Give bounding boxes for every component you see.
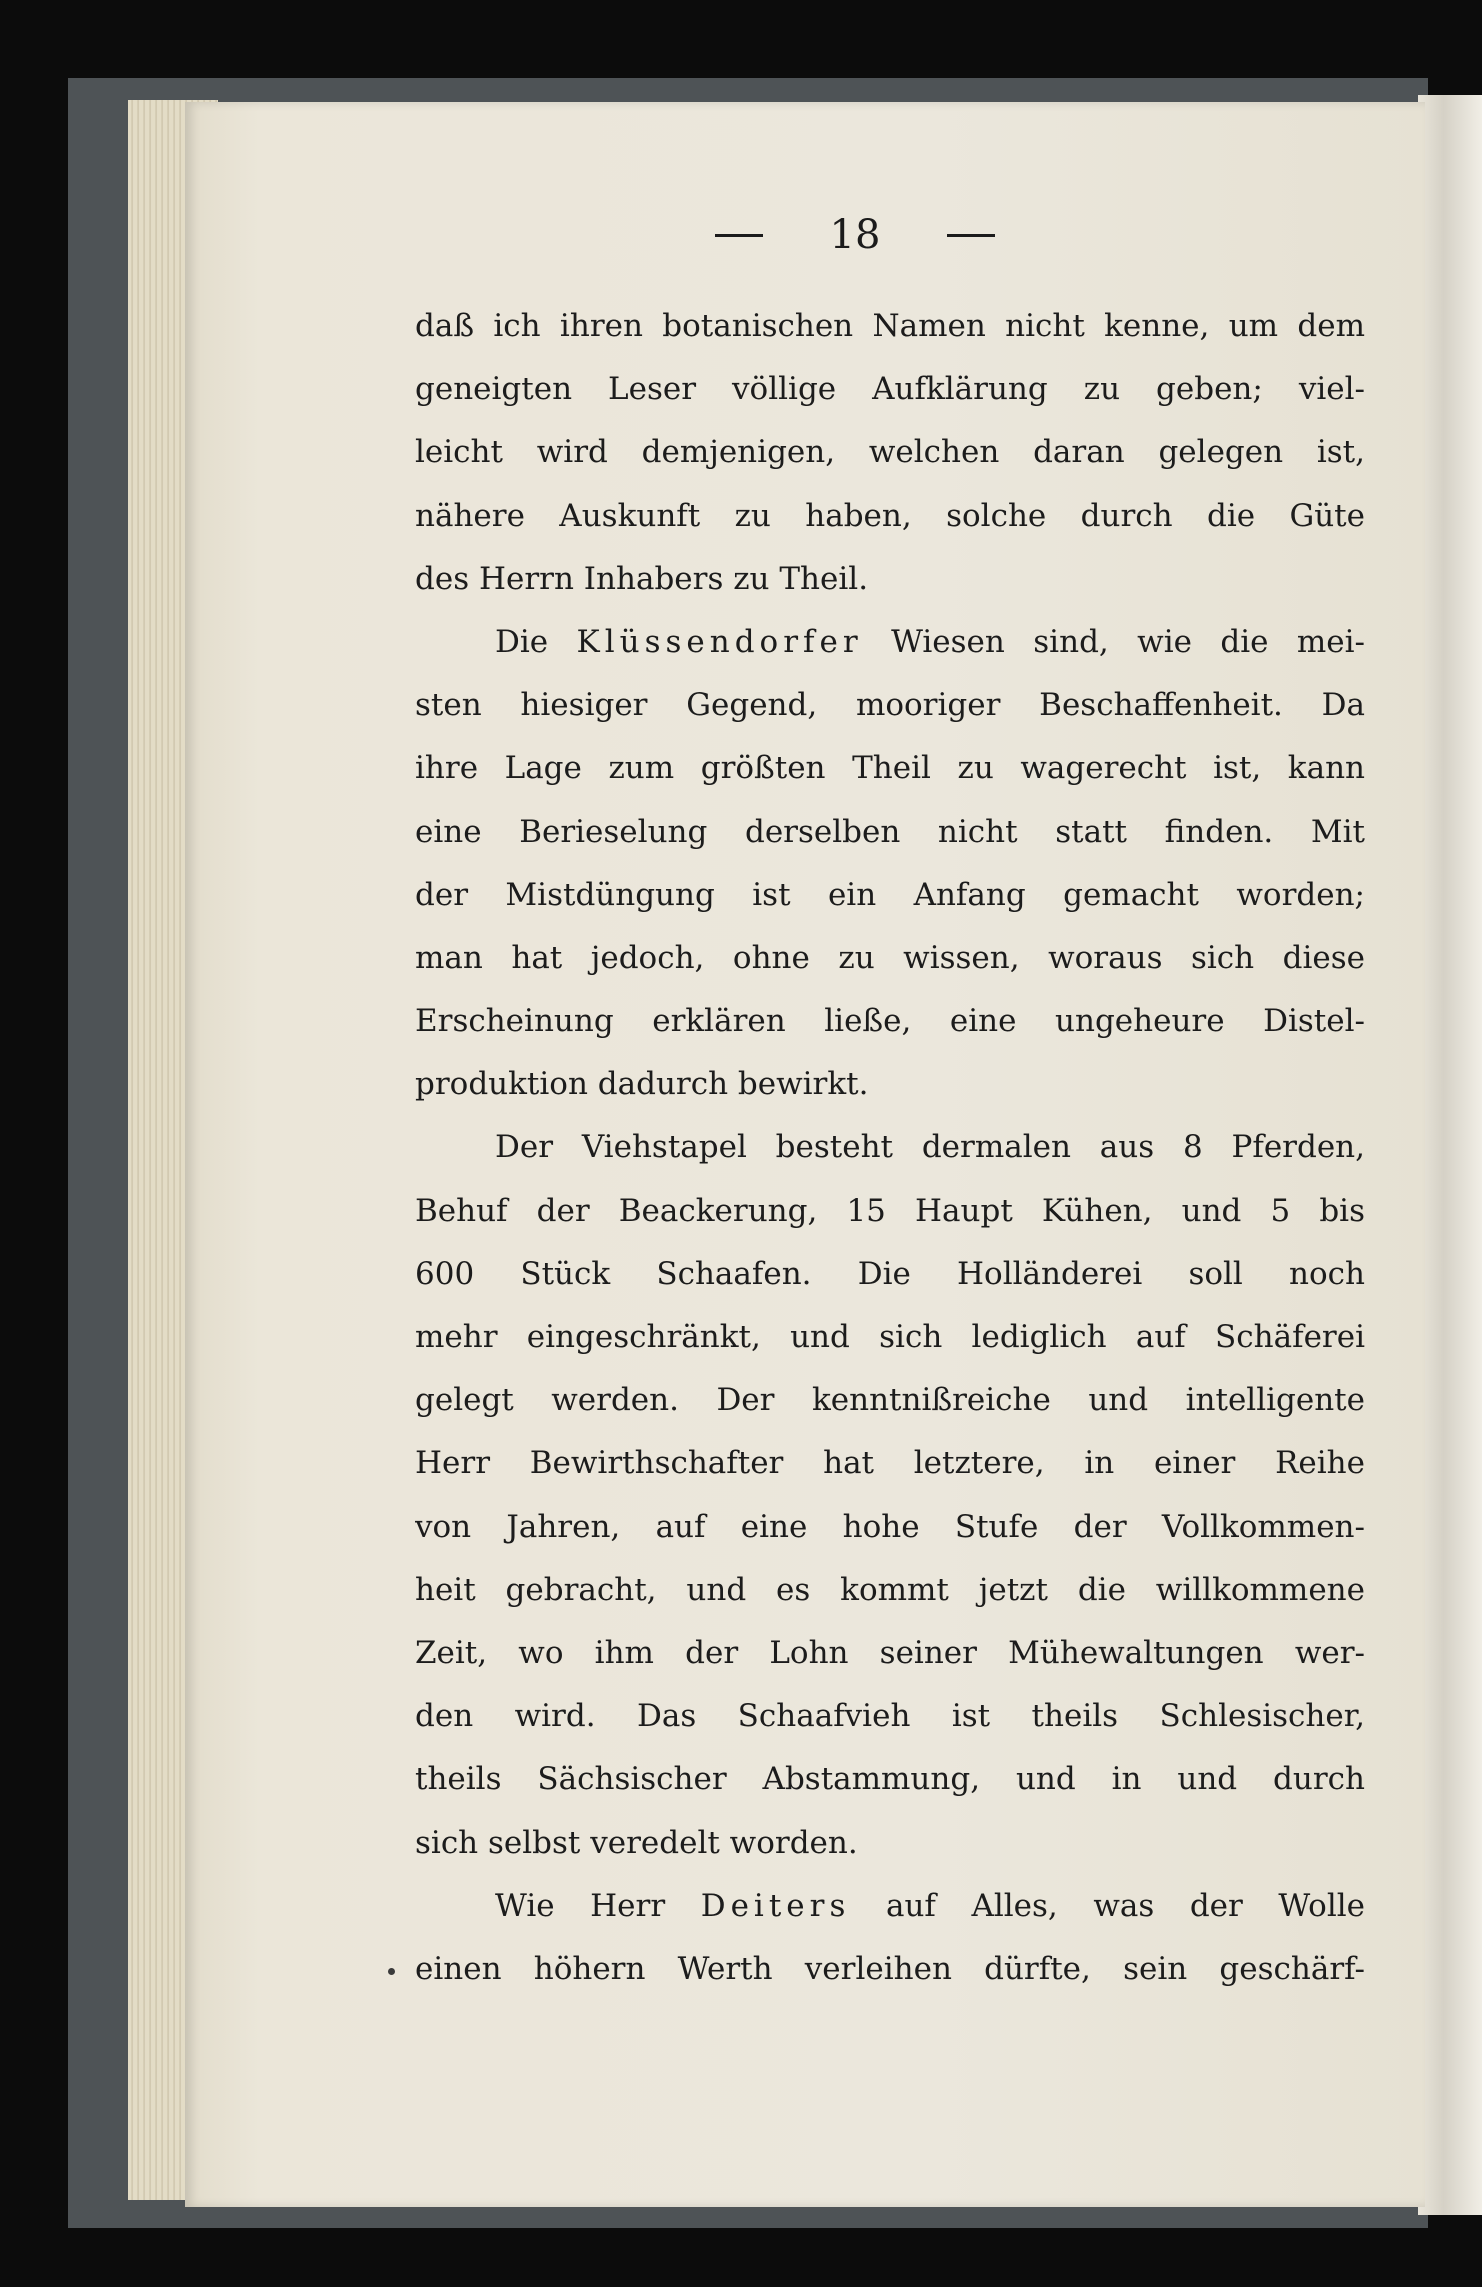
text-line: produktion dadurch bewirkt. <box>415 1066 869 1103</box>
spaced-name: Deiters <box>700 1887 851 1924</box>
text-segment: auf Alles, was der Wolle <box>850 1887 1365 1924</box>
text-line: Zeit, wo ihm der Lohn seiner Mühewaltungen wer- <box>415 1634 1365 1671</box>
text-line: geneigten Leser völlige Aufklärung zu geben; viel- <box>415 371 1365 408</box>
text-line: Der Viehstapel besteht dermalen aus 8 Pferden, <box>495 1129 1365 1166</box>
facing-page-edge <box>1418 95 1482 2215</box>
text-line: den wird. Das Schaafvieh ist theils Schlesischer, <box>415 1698 1365 1735</box>
text-line: heit gebracht, und es kommt jetzt die willkommene <box>415 1571 1365 1608</box>
text-line: mehr eingeschränkt, und sich lediglich auf Schäferei <box>415 1319 1365 1355</box>
text-line: 600 Stück Schaafen. Die Holländerei soll noch <box>415 1255 1365 1292</box>
text-line: Behuf der Beackerung, 15 Haupt Kühen, und 5 bis <box>415 1192 1365 1229</box>
text-line: sich selbst veredelt worden. <box>415 1824 858 1861</box>
text-line: gelegt werden. Der kenntnißreiche und intelligente <box>415 1382 1365 1419</box>
text-line: von Jahren, auf eine hohe Stufe der Vollkommen- <box>415 1508 1365 1545</box>
page-header <box>715 205 995 265</box>
text-line: man hat jedoch, ohne zu wissen, woraus sich diese <box>415 939 1365 976</box>
text-line: sten hiesiger Gegend, mooriger Beschaffenheit. Da <box>415 687 1365 724</box>
header-dash-right <box>947 234 995 237</box>
text-line: eine Berieselung derselben nicht statt finden. Mit <box>415 813 1365 850</box>
text-line: der Mistdüngung ist ein Anfang gemacht worden; <box>415 876 1365 913</box>
text-line: einen höhern Werth verleihen dürfte, sein geschärf- <box>415 1950 1365 1987</box>
text-line: theils Sächsischer Abstammung, und in und durch <box>415 1761 1365 1798</box>
ink-speck <box>388 1968 395 1975</box>
spaced-name: Klüssendorfer <box>576 623 863 660</box>
text-line: daß ich ihren botanischen Namen nicht kenne, um dem <box>415 308 1365 344</box>
text-segment: Wie Herr <box>495 1887 701 1924</box>
page-body <box>415 295 1365 2001</box>
text-line: Erscheinung erklären ließe, eine ungeheure Distel- <box>415 1003 1365 1040</box>
text-line: des Herrn Inhabers zu Theil. <box>415 560 869 597</box>
text-line: Herr Bewirthschafter hat letztere, in einer Reihe <box>415 1445 1365 1482</box>
text-segment: Wiesen sind, wie die mei- <box>862 623 1365 660</box>
text-line: nähere Auskunft zu haben, solche durch die Güte <box>415 497 1365 534</box>
page-number: 18 <box>829 212 881 258</box>
text-segment: Die <box>495 623 577 660</box>
text-line <box>415 611 1365 674</box>
header-dash-left <box>715 234 763 237</box>
text-line: leicht wird demjenigen, welchen daran gelegen ist, <box>415 434 1365 471</box>
text-line <box>415 1875 1365 1938</box>
text-line: ihre Lage zum größten Theil zu wagerecht ist, kann <box>415 750 1365 787</box>
